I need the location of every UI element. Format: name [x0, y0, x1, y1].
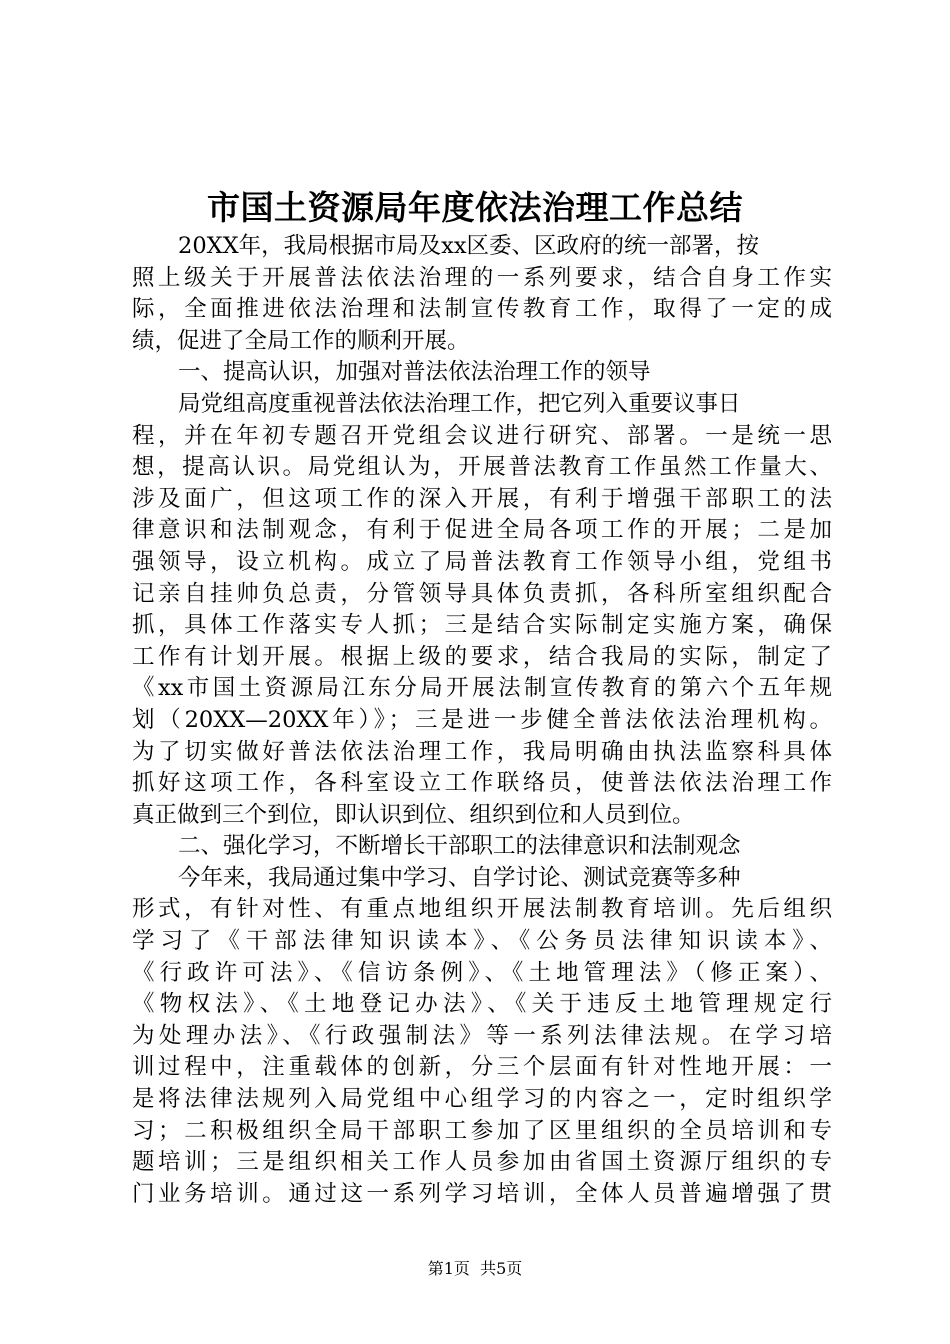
text-line: 为了切实做好普法依法治理工作，我局明确由执法监察科具体 — [132, 738, 832, 765]
text-line: 真正做到三个到位，即认识到位、组织到位和人员到位。 — [132, 801, 695, 828]
text-line: 想，提高认识。局党组认为，开展普法教育工作虽然工作量大、 — [132, 454, 832, 481]
text-line: 记亲自挂帅负总责，分管领导具体负责抓，各科所室组织配合 — [132, 580, 832, 607]
document-body — [132, 231, 832, 1210]
text-line: 局党组高度重视普法依法治理工作，把它列入重要议事日 — [178, 390, 741, 417]
text-line: 划（20XX—20XX年）》；三是进一步健全普法依法治理机构。 — [132, 706, 832, 733]
page-footer: 第1页 共5页 — [427, 1259, 523, 1278]
text-line: 20XX年，我局根据市局及xx区委、区政府的统一部署，按 — [178, 233, 760, 259]
text-line: 际，全面推进依法治理和法制宣传教育工作，取得了一定的成 — [132, 296, 832, 323]
text-line: 习；二积极组织全局干部职工参加了区里组织的全员培训和专 — [132, 1117, 832, 1144]
text-line: 涉及面广，但这项工作的深入开展，有利于增强干部职工的法 — [132, 485, 832, 512]
text-line: 律意识和法制观念，有利于促进全局各项工作的开展；二是加 — [132, 517, 832, 544]
section-heading: 二、强化学习，不断增长干部职工的法律意识和法制观念 — [178, 833, 741, 860]
text-line: 形式，有针对性、有重点地组织开展法制教育培训。先后组织 — [132, 896, 832, 923]
text-line: 为处理办法》、《行政强制法》等一系列法律法规。在学习培 — [132, 1022, 832, 1049]
text-line: 强领导，设立机构。成立了局普法教育工作领导小组，党组书 — [132, 548, 832, 575]
text-line: 《xx市国土资源局江东分局开展法制宣传教育的第六个五年规 — [132, 675, 832, 702]
text-line: 绩，促进了全局工作的顺利开展。 — [132, 327, 470, 354]
text-line: 工作有计划开展。根据上级的要求，结合我局的实际，制定了 — [132, 643, 832, 670]
text-line: 今年来，我局通过集中学习、自学讨论、测试竞赛等多种 — [178, 864, 741, 891]
text-line: 门业务培训。通过这一系列学习培训，全体人员普遍增强了贯 — [132, 1180, 832, 1207]
text-line: 《行政许可法》、《信访条例》、《土地管理法》（修正案）、 — [132, 959, 832, 986]
text-line: 《物权法》、《土地登记办法》、《关于违反土地管理规定行 — [132, 991, 832, 1018]
text-line: 抓好这项工作，各科室设立工作联络员，使普法依法治理工作 — [132, 770, 832, 797]
section-heading: 一、提高认识，加强对普法依法治理工作的领导 — [178, 359, 651, 386]
text-line: 训过程中，注重载体的创新，分三个层面有针对性地开展：一 — [132, 1054, 832, 1081]
text-line: 是将法律法规列入局党组中心组学习的内容之一，定时组织学 — [132, 1086, 832, 1113]
text-line: 题培训；三是组织相关工作人员参加由省国土资源厅组织的专 — [132, 1149, 832, 1176]
document-title: 市国土资源局年度依法治理工作总结 — [207, 188, 743, 227]
text-line: 照上级关于开展普法依法治理的一系列要求，结合自身工作实 — [132, 264, 832, 291]
text-line: 程，并在年初专题召开党组会议进行研究、部署。一是统一思 — [132, 422, 832, 449]
text-line: 学习了《干部法律知识读本》、《公务员法律知识读本》、 — [132, 928, 832, 955]
text-line: 抓，具体工作落实专人抓；三是结合实际制定实施方案，确保 — [132, 612, 832, 639]
